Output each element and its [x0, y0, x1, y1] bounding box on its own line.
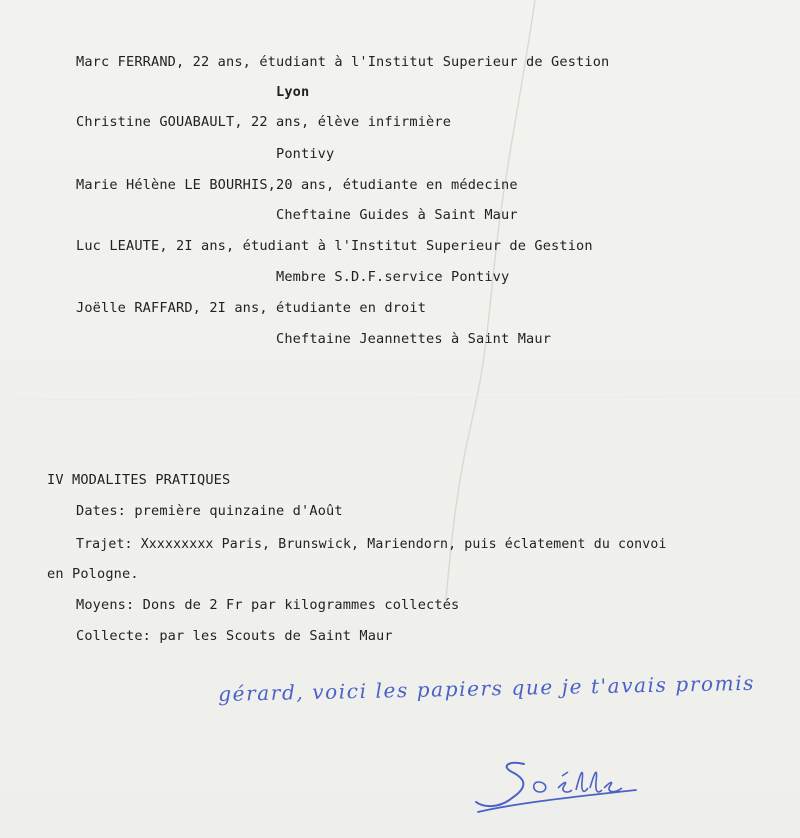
participant-3-detail: Cheftaine Guides à Saint Maur: [276, 207, 518, 223]
participant-2-detail: Pontivy: [276, 146, 335, 162]
participant-5-line: Joëlle RAFFARD, 2I ans, étudiante en droit: [76, 300, 427, 316]
participant-4-detail: Membre S.D.F.service Pontivy: [276, 269, 510, 285]
participant-1-detail: Lyon: [276, 84, 310, 100]
participant-3-line: Marie Hélène LE BOURHIS,20 ans, étudiante en médecine: [76, 177, 518, 193]
section-heading: IV MODALITES PRATIQUES: [47, 472, 231, 488]
dates-line: Dates: première quinzaine d'Août: [76, 503, 343, 519]
participant-1-line: Marc FERRAND, 22 ans, étudiant à l'Institut Superieur de Gestion: [76, 54, 610, 70]
participant-5-detail: Cheftaine Jeannettes à Saint Maur: [276, 331, 552, 347]
collecte-line: Collecte: par les Scouts de Saint Maur: [76, 628, 393, 644]
trajet-continuation: en Pologne.: [47, 566, 139, 582]
handwritten-signature: [472, 752, 642, 822]
handwritten-note: gérard, voici les papiers que je t'avais promis: [218, 670, 756, 706]
participant-2-line: Christine GOUABAULT, 22 ans, élève infirmière: [76, 114, 452, 130]
participant-4-line: Luc LEAUTE, 2I ans, étudiant à l'Institut Superieur de Gestion: [76, 238, 593, 254]
moyens-line: Moyens: Dons de 2 Fr par kilogrammes collectés: [76, 597, 460, 613]
trajet-line: Trajet: Xxxxxxxxx Paris, Brunswick, Mariendorn, puis éclatement du convoi: [76, 537, 667, 552]
